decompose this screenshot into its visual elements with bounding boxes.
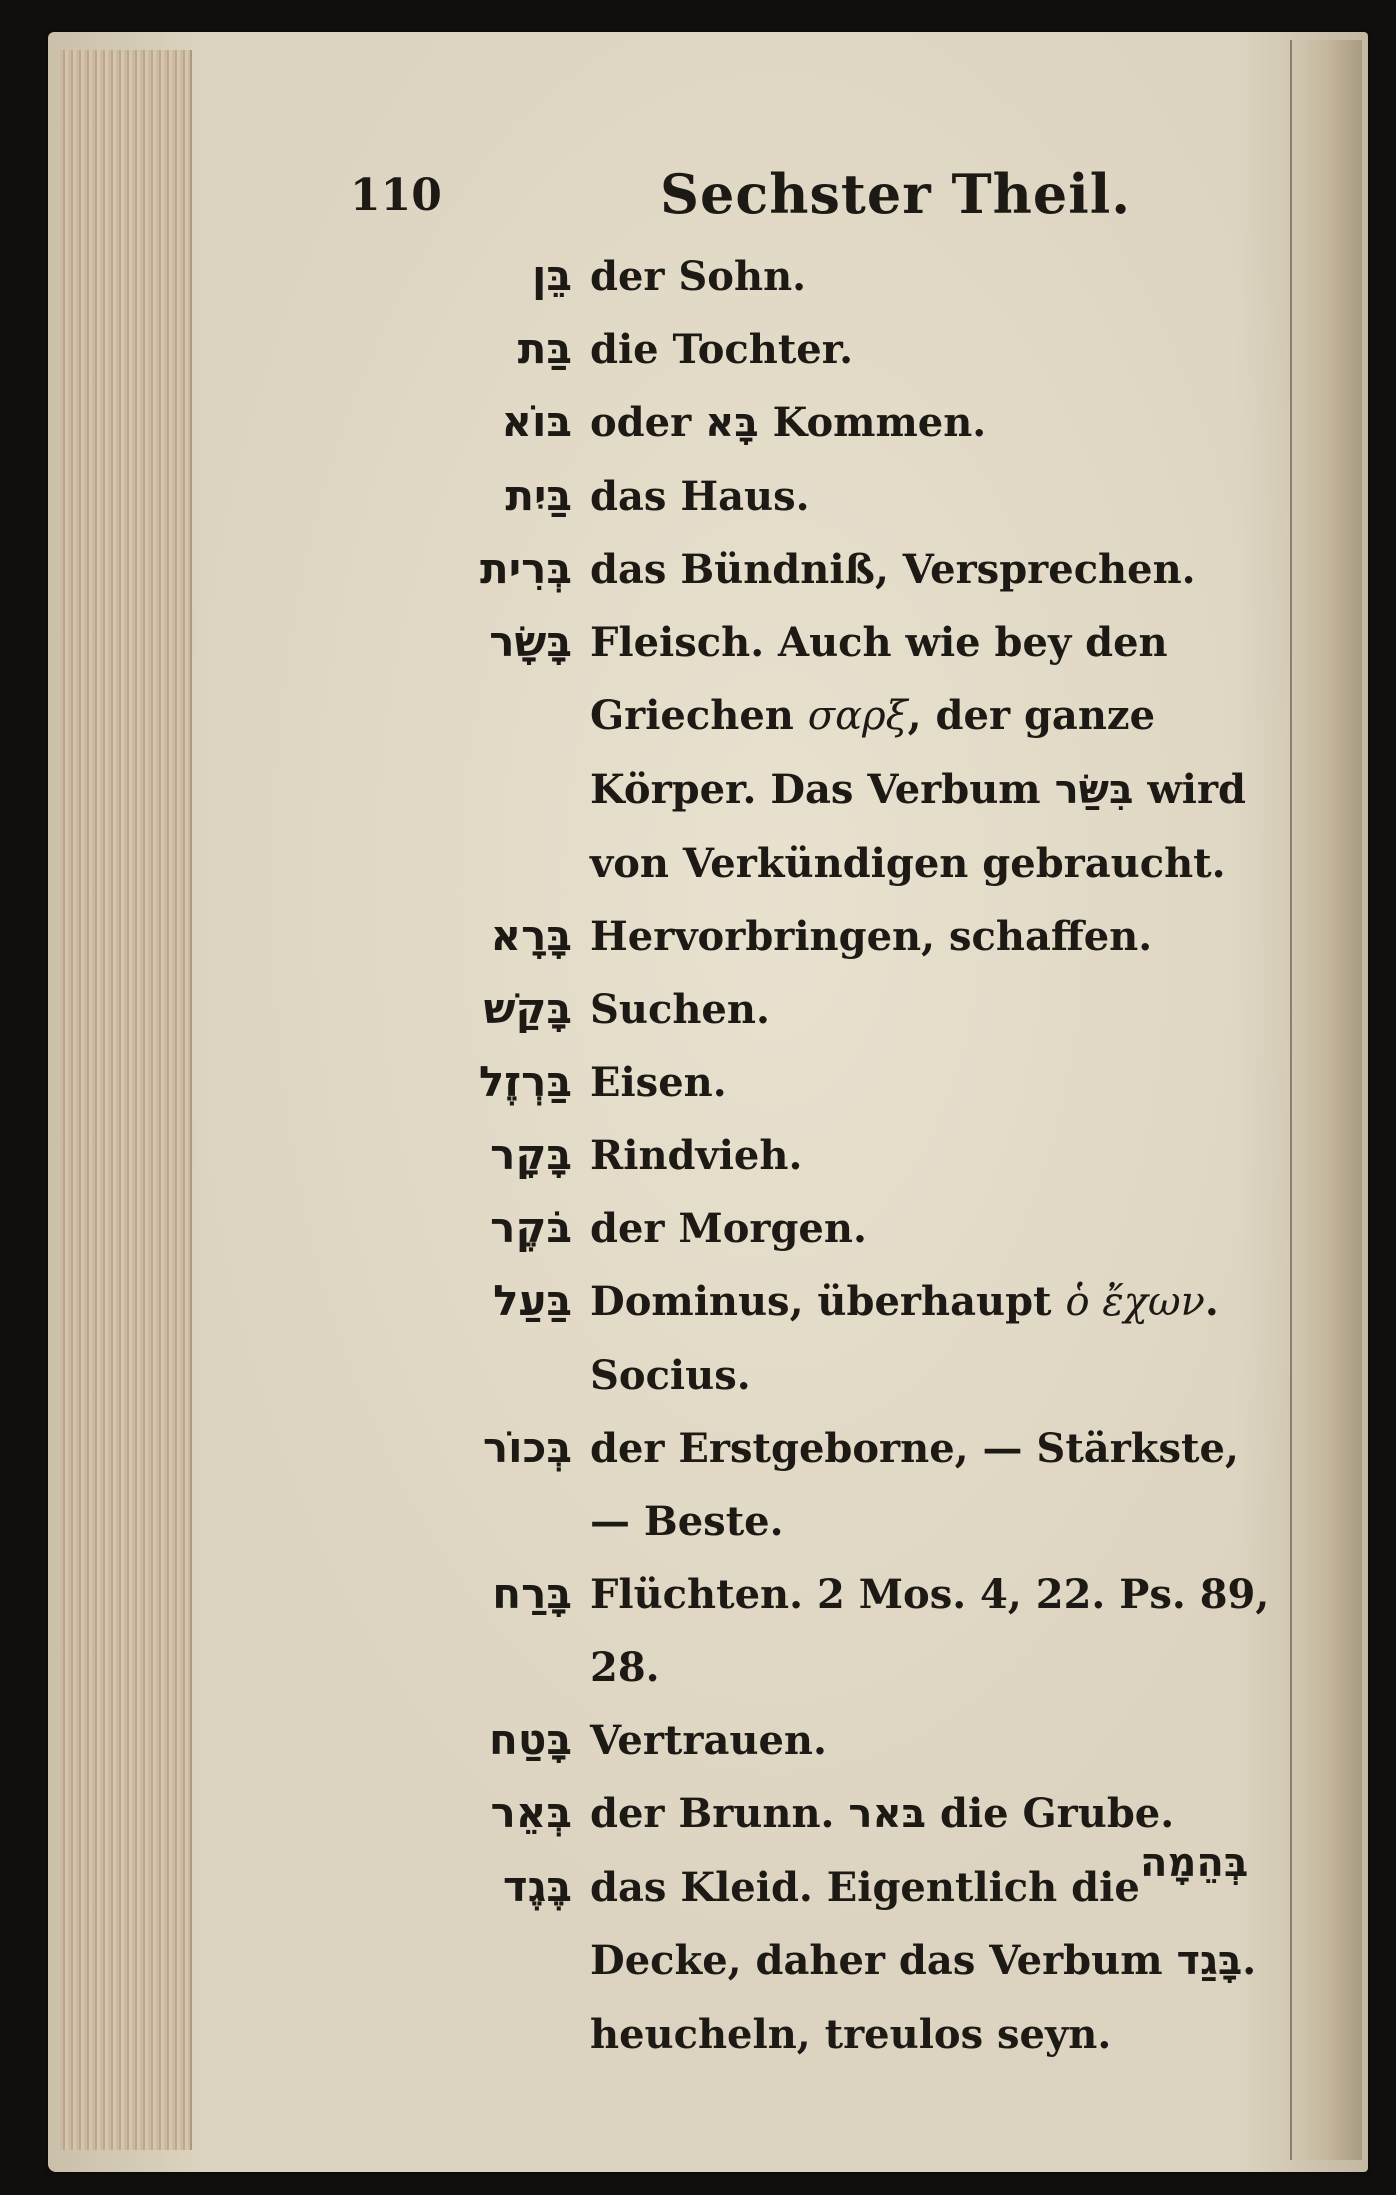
gloss-text: Dominus, überhaupt	[590, 1278, 1052, 1325]
gloss: die Tochter.	[590, 326, 854, 373]
hebrew-word: בַּיִת	[505, 471, 572, 520]
entry-berit	[330, 533, 1290, 606]
hebrew-word: בַּת	[517, 324, 572, 373]
hebrew-word: בְּרִית	[480, 544, 572, 593]
gloss	[590, 386, 1290, 460]
page-text	[330, 150, 1290, 2071]
gloss-text: . heucheln, treulos seyn.	[590, 1937, 1257, 2058]
gloss: Rindvieh.	[590, 1132, 803, 1179]
entry-bakar	[330, 1119, 1290, 1192]
gloss-text: , der ganze Körper. Das Verbum	[590, 692, 1156, 813]
gloss-text: Fleisch. Auch wie bey den Griechen	[590, 619, 1168, 739]
hebrew-word: בּוֹא	[501, 397, 572, 446]
entry-bara	[330, 900, 1290, 973]
catchword: בְּהֵמָה	[1140, 1840, 1249, 1886]
hebrew-word: בֶּגֶד	[502, 1862, 572, 1911]
entry-baal	[330, 1265, 1290, 1412]
gloss: der Sohn.	[590, 253, 807, 300]
hebrew-word: בָּרַח	[492, 1569, 572, 1618]
gloss: das Bündniß, Versprechen.	[590, 546, 1196, 593]
hebrew-word: בָּקַשׁ	[483, 984, 572, 1033]
entry-barach	[330, 1558, 1290, 1704]
page-edge-right	[1290, 40, 1362, 2160]
entry-boker	[330, 1192, 1290, 1265]
gloss: Flüchten. 2 Mos. 4, 22. Ps. 89, 28.	[590, 1571, 1270, 1691]
gloss-prefix: der Brunn.	[590, 1790, 835, 1837]
hebrew-word: בֵּן	[531, 251, 572, 300]
hebrew-word: בְּאֵר	[490, 1788, 572, 1837]
hebrew-word: בָּקָר	[490, 1130, 572, 1179]
page-edges-left	[60, 50, 192, 2150]
gloss-suffix: Kommen.	[772, 399, 987, 446]
inline-hebrew: בּאר	[848, 1791, 927, 1837]
inline-hebrew: בָּא	[705, 400, 759, 446]
gloss	[590, 1265, 1290, 1412]
gloss-text: wird von Verkündigen gebraucht.	[590, 766, 1246, 887]
gloss: das Haus.	[590, 473, 810, 520]
greek-word: ὁ ἔχων	[1065, 1279, 1205, 1325]
hebrew-word: בַּרְזֶל	[478, 1057, 572, 1106]
gloss: Suchen.	[590, 986, 770, 1033]
gloss-text: das Kleid. Eigentlich die Decke, daher das Verbum	[590, 1864, 1163, 1984]
greek-word: σαρξ	[807, 693, 908, 739]
gloss-text: . Socius.	[590, 1278, 1219, 1399]
inline-hebrew: בִּשַּׂר	[1054, 767, 1134, 813]
entry-barzel	[330, 1046, 1290, 1119]
hebrew-word: בְּכוֹר	[482, 1423, 572, 1472]
hebrew-word: בֹּקֶר	[490, 1203, 572, 1252]
page-number: 110	[350, 170, 442, 221]
hebrew-word: בַּעַל	[493, 1276, 572, 1325]
entry-ben	[330, 240, 1290, 313]
running-head: Sechster Theil.	[660, 162, 1132, 226]
gloss-suffix: die Grube.	[939, 1790, 1175, 1837]
hebrew-word: בָּטַח	[489, 1715, 572, 1764]
gloss: Eisen.	[590, 1059, 727, 1106]
entry-bakash	[330, 973, 1290, 1046]
gloss	[590, 606, 1290, 900]
entry-bo	[330, 386, 1290, 460]
hebrew-word: בָּרָא	[490, 911, 572, 960]
gloss-prefix: oder	[590, 399, 692, 446]
page-header	[330, 150, 1290, 240]
entry-batach	[330, 1704, 1290, 1777]
gloss: der Morgen.	[590, 1205, 867, 1252]
hebrew-word: בָּשָׂר	[489, 617, 572, 666]
entry-bat	[330, 313, 1290, 386]
inline-hebrew: בָּגַד	[1176, 1938, 1243, 1984]
entry-bayit	[330, 460, 1290, 533]
gloss: Vertrauen.	[590, 1717, 827, 1764]
entry-basar	[330, 606, 1290, 900]
gloss: Hervorbringen, schaffen.	[590, 913, 1153, 960]
entry-bekhor	[330, 1412, 1290, 1558]
gloss: der Erstgeborne, — Stärkste, — Beste.	[590, 1425, 1239, 1545]
